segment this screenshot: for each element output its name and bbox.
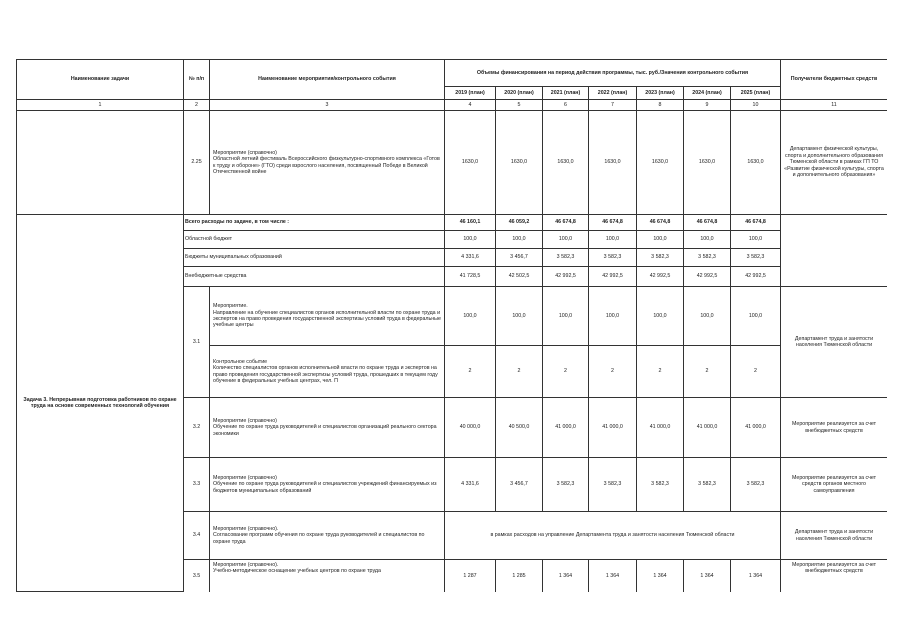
value-cell: 40 500,0 (496, 398, 543, 458)
table-row (17, 111, 888, 215)
total-value: 46 160,1 (445, 215, 496, 231)
value-cell: 1630,0 (731, 111, 781, 215)
value-cell: 1630,0 (684, 111, 731, 215)
value-cell: 41 728,5 (445, 267, 496, 287)
value-cell: 3 582,3 (543, 249, 589, 267)
value-cell: 2 (637, 346, 684, 398)
row-num: 3.1 (184, 287, 210, 398)
value-cell: 3 582,3 (637, 249, 684, 267)
row-num: 3.3 (184, 458, 210, 512)
total-value: 46 059,2 (496, 215, 543, 231)
value-cell: 100,0 (445, 231, 496, 249)
budget-table-sheet (16, 59, 887, 592)
value-cell: 3 582,3 (731, 249, 781, 267)
value-cell: 100,0 (445, 287, 496, 346)
value-cell: 3 582,3 (731, 458, 781, 512)
value-cell: 1630,0 (589, 111, 637, 215)
value-cell: 42 992,5 (637, 267, 684, 287)
value-cell: 1 364 (637, 560, 684, 592)
col-number: 6 (543, 100, 589, 111)
recipient-cell: Департамент физической культуры, спорта и дополнительного образования Тюменской области в рамках ГП ТО «Развитие физической культуры, спорта и дополнительного образования» (781, 111, 888, 215)
total-value: 46 674,8 (543, 215, 589, 231)
value-cell: 100,0 (496, 231, 543, 249)
event-cell: Мероприятие (справочно). Согласование программ обучения по охране труда руководителей и специалистов по охране труда (210, 512, 445, 560)
source-label: Внебюджетные средства (184, 267, 445, 287)
value-cell: 42 992,5 (543, 267, 589, 287)
empty-task-cell (17, 111, 184, 215)
total-value: 46 674,8 (684, 215, 731, 231)
value-cell: 100,0 (637, 287, 684, 346)
header-year: 2024 (план) (684, 87, 731, 100)
value-cell: 1630,0 (543, 111, 589, 215)
row-num: 3.2 (184, 398, 210, 458)
value-cell: 4 331,6 (445, 458, 496, 512)
col-number: 11 (781, 100, 888, 111)
row-num: 2.25 (184, 111, 210, 215)
value-cell: 100,0 (589, 231, 637, 249)
recipient-cell: Мероприятие реализуется за счет внебюджетных средств (781, 560, 888, 592)
value-cell: 1630,0 (445, 111, 496, 215)
header-funding: Объемы финансирования на период действия программы, тыс. руб./Значения контрольного события (445, 60, 781, 87)
header-task: Наименование задачи (17, 60, 184, 100)
value-cell: 3 582,3 (684, 249, 731, 267)
value-cell: 3 456,7 (496, 249, 543, 267)
event-cell: Мероприятие (справочно) Обучение по охране труда руководителей и специалистов организаций реального сектора экономики (210, 398, 445, 458)
header-year: 2019 (план) (445, 87, 496, 100)
value-cell: 42 992,5 (589, 267, 637, 287)
funding-note: в рамках расходов на управление Департамента труда и занятости населения Тюменской области (445, 512, 781, 560)
header-year: 2021 (план) (543, 87, 589, 100)
header-event: Наименование мероприятия/контрольного события (210, 60, 445, 100)
task-title: Задача 3. Непрерывная подготовка работников по охране труда на основе современных технологий обучения (17, 215, 184, 592)
value-cell: 1 285 (496, 560, 543, 592)
value-cell: 2 (731, 346, 781, 398)
value-cell: 1630,0 (496, 111, 543, 215)
value-cell: 100,0 (543, 231, 589, 249)
event-cell: Мероприятие (справочно). Учебно-методическое оснащение учебных центров по охране труда (210, 560, 445, 592)
value-cell: 100,0 (543, 287, 589, 346)
value-cell: 3 456,7 (496, 458, 543, 512)
value-cell: 100,0 (731, 231, 781, 249)
col-number: 1 (17, 100, 184, 111)
header-num: № п/п (184, 60, 210, 100)
recipient-cell: Мероприятие реализуется за счет внебюджетных средств (781, 398, 888, 458)
value-cell: 4 331,6 (445, 249, 496, 267)
value-cell: 3 582,3 (589, 249, 637, 267)
total-value: 46 674,8 (731, 215, 781, 231)
empty-recipient-cell (781, 215, 888, 287)
control-event-cell: Контрольное событие Количество специалистов органов исполнительной власти по охране труда и экспертов на право проведения государственной экспертизы условий труда, прошедших в текущем году обучение в федеральных учебных центрах, чел. П (210, 346, 445, 398)
value-cell: 100,0 (731, 287, 781, 346)
value-cell: 1 364 (731, 560, 781, 592)
col-number: 4 (445, 100, 496, 111)
table-row (17, 215, 888, 231)
value-cell: 41 000,0 (731, 398, 781, 458)
event-cell: Мероприятие. Направление на обучение специалистов органов исполнительной власти по охране труда и экспертов на право проведения государственной экспертизы условий труда в федеральные учебные центры (210, 287, 445, 346)
col-number: 5 (496, 100, 543, 111)
total-label: Всего расходы по задаче, в том числе : (184, 215, 445, 231)
value-cell: 1 364 (543, 560, 589, 592)
event-cell: Мероприятие (справочно) Областной летний фестиваль Всероссийского физкультурно-спортивного комплекса «Готов к труду и обороне» (ГТО) среди взрослого населения, посвященный Победе в Великой Отечественной войне (210, 111, 445, 215)
value-cell: 2 (445, 346, 496, 398)
value-cell: 41 000,0 (589, 398, 637, 458)
value-cell: 2 (684, 346, 731, 398)
value-cell: 1 287 (445, 560, 496, 592)
recipient-cell: Мероприятие реализуется за счет средств органов местного самоуправления (781, 458, 888, 512)
source-label: Областной бюджет (184, 231, 445, 249)
value-cell: 41 000,0 (684, 398, 731, 458)
header-year: 2020 (план) (496, 87, 543, 100)
value-cell: 3 582,3 (684, 458, 731, 512)
value-cell: 41 000,0 (543, 398, 589, 458)
header-year: 2022 (план) (589, 87, 637, 100)
event-cell: Мероприятие (справочно) Обучение по охране труда руководителей и специалистов учреждений финансируемых из бюджетов муниципальных образований (210, 458, 445, 512)
value-cell: 2 (543, 346, 589, 398)
value-cell: 41 000,0 (637, 398, 684, 458)
col-number: 9 (684, 100, 731, 111)
value-cell: 1 364 (684, 560, 731, 592)
column-number-row (17, 100, 888, 111)
value-cell: 100,0 (684, 287, 731, 346)
header-recipients: Получатели бюджетных средств (781, 60, 888, 100)
col-number: 8 (637, 100, 684, 111)
value-cell: 3 582,3 (637, 458, 684, 512)
row-num: 3.4 (184, 512, 210, 560)
value-cell: 42 502,5 (496, 267, 543, 287)
col-number: 2 (184, 100, 210, 111)
budget-table (16, 59, 887, 592)
recipient-cell: Департамент труда и занятости населения Тюменской области (781, 512, 888, 560)
col-number: 3 (210, 100, 445, 111)
recipient-cell: Департамент труда и занятости населения Тюменской области (781, 287, 888, 398)
header-year: 2023 (план) (637, 87, 684, 100)
value-cell: 1630,0 (637, 111, 684, 215)
value-cell: 100,0 (684, 231, 731, 249)
source-label: Бюджеты муниципальных образований (184, 249, 445, 267)
value-cell: 40 000,0 (445, 398, 496, 458)
value-cell: 2 (589, 346, 637, 398)
value-cell: 2 (496, 346, 543, 398)
value-cell: 3 582,3 (589, 458, 637, 512)
value-cell: 100,0 (589, 287, 637, 346)
row-num: 3.5 (184, 560, 210, 592)
value-cell: 3 582,3 (543, 458, 589, 512)
header-year: 2025 (план) (731, 87, 781, 100)
value-cell: 1 364 (589, 560, 637, 592)
total-value: 46 674,8 (589, 215, 637, 231)
value-cell: 100,0 (496, 287, 543, 346)
value-cell: 100,0 (637, 231, 684, 249)
col-number: 7 (589, 100, 637, 111)
value-cell: 42 992,5 (684, 267, 731, 287)
col-number: 10 (731, 100, 781, 111)
total-value: 46 674,8 (637, 215, 684, 231)
value-cell: 42 992,5 (731, 267, 781, 287)
